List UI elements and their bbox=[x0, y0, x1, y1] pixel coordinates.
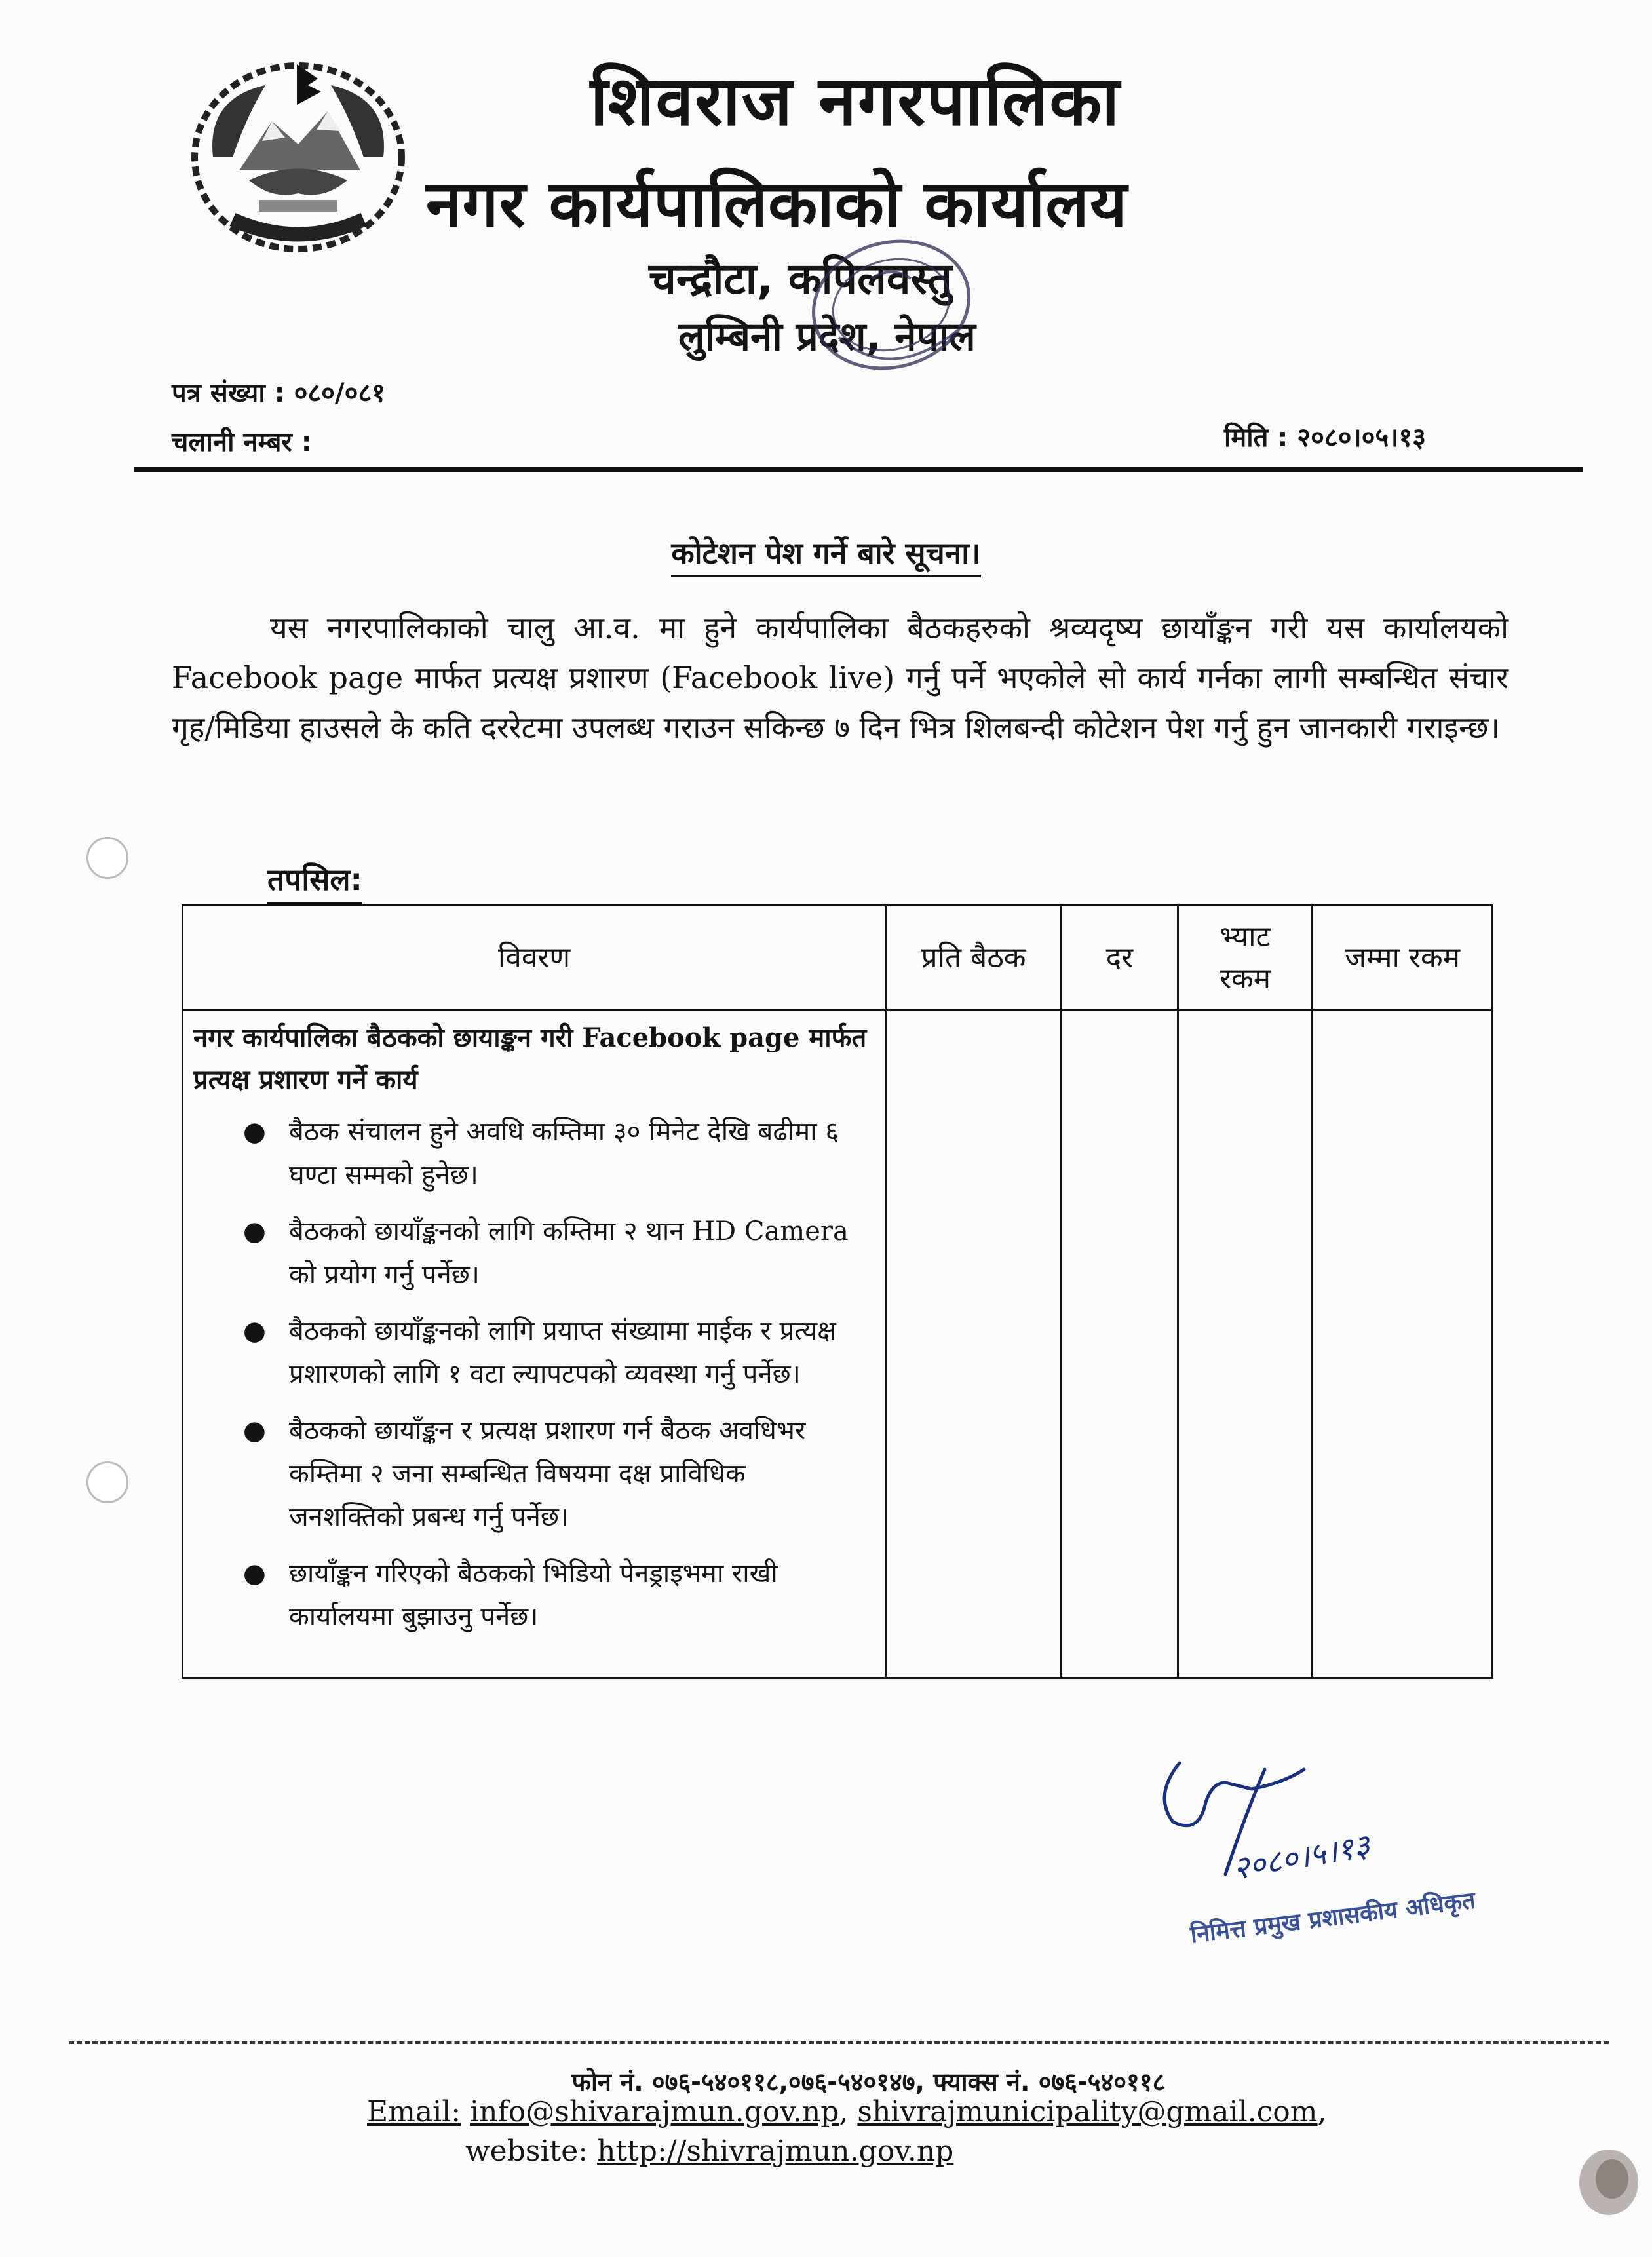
punch-hole bbox=[86, 1461, 128, 1503]
list-item bbox=[243, 1309, 864, 1396]
address-line-1: चन्द्रौटा, कपिलवस्तु bbox=[649, 254, 952, 304]
email-separator: , bbox=[839, 2095, 849, 2129]
footer-website-line bbox=[465, 2134, 953, 2168]
handwritten-signature bbox=[1153, 1743, 1468, 1914]
footer-email-line bbox=[367, 2095, 1327, 2129]
col-header-rate: दर bbox=[1061, 906, 1178, 1011]
email-link-1[interactable]: info@shivarajmun.gov.np bbox=[470, 2095, 839, 2129]
list-item-text: बैठकको छायाँङ्कन र प्रत्यक्ष प्रशारण गर्न बैठक अवधिभर कम्तिमा २ जना सम्बन्धित विषयमा दक्ष प्राविधिक जनशक्तिको प्रबन्ध गर्नु पर्नेछ। bbox=[289, 1416, 806, 1532]
details-label: तपसिल: bbox=[267, 858, 362, 904]
footer-divider bbox=[69, 2041, 1609, 2044]
table-header-row bbox=[183, 906, 1493, 1011]
footer-phone bbox=[0, 2064, 1652, 2098]
description-cell bbox=[183, 1011, 886, 1678]
rate-cell bbox=[1061, 1011, 1178, 1678]
punch-hole bbox=[86, 837, 128, 879]
list-item-text: बैठकको छायाँङ्कनको लागि कम्तिमा २ थान HD Camera को प्रयोग गर्नु पर्नेछ। bbox=[289, 1216, 849, 1290]
municipality-name bbox=[0, 52, 1652, 145]
dispatch-number: चलानी नम्बर : bbox=[172, 427, 312, 457]
col-header-vat: भ्याट रकम bbox=[1178, 906, 1313, 1011]
per-meeting-cell bbox=[886, 1011, 1062, 1678]
bullet-icon: ● bbox=[243, 1216, 266, 1246]
officer-title: निमित्त प्रमुख प्रशासकीय अधिकृत bbox=[1189, 1887, 1477, 1949]
quotation-table bbox=[182, 904, 1493, 1679]
list-item-text: बैठक संचालन हुने अवधि कम्तिमा ३० मिनेट देखि बढीमा ६ घण्टा सम्मको हुनेछ। bbox=[289, 1117, 839, 1190]
website-label: website: bbox=[465, 2134, 588, 2168]
vat-cell bbox=[1178, 1011, 1313, 1678]
address-line-2: लुम्बिनी प्रदेश, नेपाल bbox=[678, 314, 976, 360]
office-name: नगर कार्यपालिकाको कार्यालय bbox=[426, 167, 1128, 242]
list-item bbox=[243, 1409, 864, 1539]
requirements-list bbox=[184, 1110, 884, 1638]
list-item-text: बैठकको छायाँङ्कनको लागि प्रयाप्त संख्यामा माईक र प्रत्यक्ष प्रशारणको लागि १ वटा ल्यापटपको व्यवस्था गर्नु पर्नेछ। bbox=[289, 1316, 836, 1389]
bullet-icon: ● bbox=[243, 1117, 266, 1147]
website-link[interactable]: http://shivrajmun.gov.np bbox=[597, 2134, 954, 2168]
bullet-icon: ● bbox=[243, 1316, 266, 1346]
municipality-name-text: शिवराज नगरपालिका bbox=[590, 61, 1121, 141]
ink-smudge bbox=[1573, 2143, 1645, 2222]
list-item bbox=[243, 1210, 864, 1296]
bullet-icon: ● bbox=[243, 1558, 266, 1589]
office-stamp bbox=[793, 226, 989, 403]
item-title: नगर कार्यपालिका बैठकको छायाङ्कन गरी Facebook page मार्फत प्रत्यक्ष प्रशारण गर्ने कार्य bbox=[193, 1022, 867, 1095]
notice-body: यस नगरपालिकाको चालु आ.व. मा हुने कार्यपालिका बैठकहरुको श्रव्यदृष्य छायाँङ्कन गरी यस कार्यालयको Facebook page मार्फत प्रत्यक्ष प्रशारण (Facebook live) गर्नु पर्ने भएकोले सो कार्य गर्नका लागी सम्बन्धित संचार गृह/मिडिया हाउसले के कति दररेटमा उपलब्ध गराउन सकिन्छ ७ दिन भित्र शिलबन्दी कोटेशन पेश गर्नु हुन जानकारी गराइन्छ। bbox=[172, 610, 1508, 745]
letter-date: मिति : २०८०।०५।१३ bbox=[1224, 423, 1427, 453]
email-link-2[interactable]: shivrajmunicipality@gmail.com bbox=[857, 2095, 1318, 2129]
letter-number: पत्र संख्या : ०८०/०८१ bbox=[172, 378, 385, 408]
email-trailing: , bbox=[1317, 2095, 1327, 2129]
list-item bbox=[243, 1552, 864, 1638]
bullet-icon: ● bbox=[243, 1416, 266, 1446]
signature-date: २०८०।५।१३ bbox=[1230, 1827, 1373, 1887]
footer-phone-text: फोन नं. ०७६-५४०११८,०७६-५४०१४७, फ्याक्स नं. ०७६-५४०११८ bbox=[571, 2068, 1166, 2096]
email-label: Email: bbox=[367, 2095, 461, 2129]
notice-subject-text: कोटेशन पेश गर्ने बारे सूचना। bbox=[671, 535, 980, 577]
list-item-text: छायाँङ्कन गरिएको बैठकको भिडियो पेनड्राइभमा राखी कार्यालयमा बुझाउनु पर्नेछ। bbox=[289, 1558, 778, 1632]
col-header-total: जम्मा रकम bbox=[1313, 906, 1493, 1011]
table-row bbox=[183, 1011, 1493, 1678]
col-header-per-meeting: प्रति बैठक bbox=[886, 906, 1062, 1011]
header-divider bbox=[134, 467, 1583, 472]
notice-subject bbox=[0, 532, 1652, 573]
col-header-description: विवरण bbox=[183, 906, 886, 1011]
total-cell bbox=[1313, 1011, 1493, 1678]
list-item bbox=[243, 1110, 864, 1197]
